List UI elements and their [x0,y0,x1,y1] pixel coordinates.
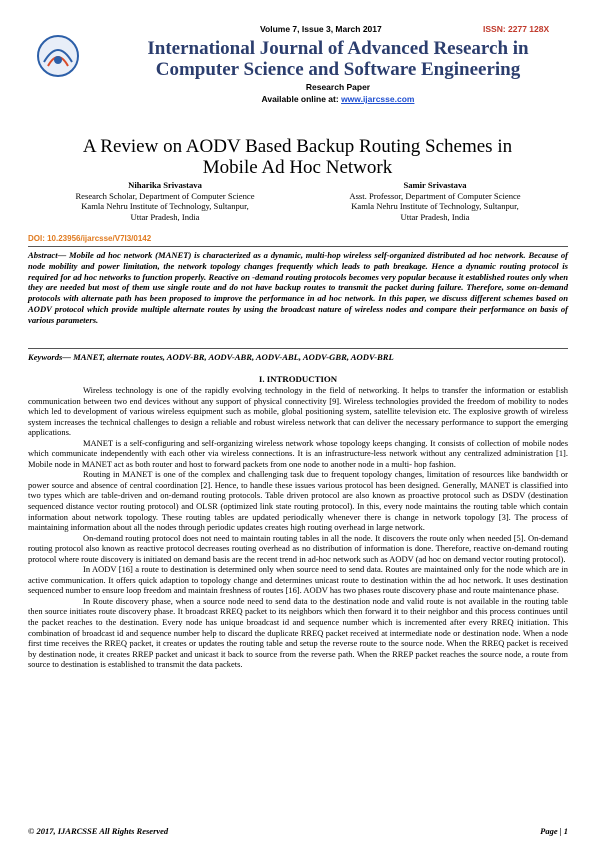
journal-url-link[interactable]: www.ijarcsse.com [341,94,415,104]
paragraph: In Route discovery phase, when a source node need to send data to the destination node and valid route is not available in the routing table then source initiates route discovery phase. It broadcast RREQ packet to its neighbors which then forward it to their neighbor and this process continues until the packet reaches to the destination. Every node has unique broadcast id and sequence number which is incremented after every RREQ initiation. This combination of broadcast id and sequence number help to discard the duplicate RREQ packet received at intermediate node or destination node. When a node first time receives the RREQ packet, it creates or updates the routing table and setup the reverse route to the source node. When the RREQ packet is received by destination node, it creates RREP packet and unicast it back to source from the reverse path. When the RREP packet reaches the source node, a route from source to destination is established to transmit the data packets. [28,595,568,670]
page-number: Page | 1 [540,826,568,836]
journal-title-line2: Computer Science and Software Engineering [155,59,521,80]
online-label: Available online at: [261,94,339,104]
paragraph: On-demand routing protocol does not need to maintain routing tables in all the node. It discovers the route only when needed [5]. On-demand routing protocol also known as reactive protocol decreases routing overhead as no distribution of information is done. Therefore, reactive on-demand routing protocol where route discovery is initiated on demand basis are the recent trend in ad-hoc network such as AODV (ad hoc on demand vector routing protocol). [28,532,568,564]
author-affiliation: Research Scholar, Department of Computer Science [75,190,255,201]
author-affiliation: Asst. Professor, Department of Computer Science [349,190,521,201]
paper-type: Research Paper [305,82,371,92]
author-1 [40,180,290,222]
paper-title-line1: A Review on AODV Based Backup Routing Schemes in [82,136,513,157]
journal-title-line1: International Journal of Advanced Research in [147,38,529,59]
divider [28,246,568,247]
paper-title [40,136,555,178]
page-footer [28,826,568,836]
paragraph: Routing in MANET is one of the complex and challenging task due to frequent topology changes, limitation of resources like bandwidth or power source and absence of central coordination [2]. Hence, to handle these issues various protocol has been designed. Generally, MANET is classified into two types which are table-driven and on-demand routing protocols. Table driven protocol are also known as proactive protocol such as DSDV (destination sequenced distance vector routing protocol) and OLSR (optimized link state routing protocol). In this, every node maintains the routing table which contain information about network topology. These routing tables are updated periodically whenever there is change in network topology [3]. The process of maintaining information about all the nodes through periodic updates creates high routing overhead in large network. [28,469,568,533]
author-block [40,180,560,230]
paragraph: Wireless technology is one of the rapidly evolving technology in the field of networking. It helps to transfer the information or establish communication between two end devices without any support of physical connectivity [9]. Wireless technologies provided the freedom of mobility to nodes which led to development of various wireless equipment such as mobile, global positioning system, satellite television etc. The explosive growth of wireless system increases the technical challenges to design a reliable and robust wireless network that can deliver the necessary performance to support the emerging applications. [28,385,568,438]
online-availability [100,94,576,104]
doi[interactable]: DOI: 10.23956/ijarcsse/V7I3/0142 [28,234,152,243]
copyright: © 2017, IJARCSSE All Rights Reserved [28,826,169,836]
author-2 [310,180,560,222]
body-text [28,385,568,670]
journal-logo-icon [34,32,82,90]
journal-title [100,38,576,80]
volume-info: Volume 7, Issue 3, March 2017 [260,24,382,34]
keywords: Keywords— MANET, alternate routes, AODV-BR, AODV-ABR, AODV-ABL, AODV-GBR, AODV-BRL [28,352,394,362]
abstract: Abstract— Mobile ad hoc network (MANET) is characterized as a dynamic, multi-hop wireless self-organized distributed ad hoc network. Because of node mobility and power limitation, the network topology changes frequently which leads to path breakage. Hence a dynamic routing protocol is required for ad hoc networks to function properly. Reactive on -demand routing protocols becomes very popular because it established routes only when they are needed but most of them use single route and do not have backup routes to transmit the packet during failure. Therefore, some on-demand protocols with alternate path has been proposed to improve the performance in ad hoc network. In this paper, we discuss different schemes based on AODV protocol which provide multiple alternate routes by using the broadcast nature of wireless nodes and compare their performance on basis of various parameters. [28,250,568,325]
author-affiliation: Kamla Nehru Institute of Technology, Sultanpur, [81,201,249,211]
divider [28,348,568,349]
paper-title-line2: Mobile Ad Hoc Network [202,157,393,178]
section-heading: I. INTRODUCTION [258,374,338,384]
paragraph: In AODV [16] a route to destination is determined only when source need to send data. Routes are maintained only for the node which are in active communication. It offers quick adaption to topology change and determines unicast route to destination within the ad hoc network. It uses destination sequenced number to ensure loop freedom and maintain freshness of routes [16]. AODV has two phases route discovery phase and route maintenance phase. [28,564,568,596]
journal-header [28,24,576,134]
author-name: Niharika Srivastava [128,180,202,190]
author-affiliation: Uttar Pradesh, India [400,211,470,222]
author-affiliation: Kamla Nehru Institute of Technology, Sultanpur, [351,201,519,211]
issn: ISSN: 2277 128X [483,24,550,34]
paragraph: MANET is a self-configuring and self-organizing wireless network whose topology keeps changing. It consists of collection of mobile nodes which communicate independently with each other via wireless connections. It is an infrastructure-less network without any centralized administration [1]. Mobile node in MANET act as both router and host to forward packets from one node to another node in a multi- hop fashion. [28,437,568,469]
author-affiliation: Uttar Pradesh, India [130,211,200,222]
author-name: Samir Srivastava [403,180,467,190]
